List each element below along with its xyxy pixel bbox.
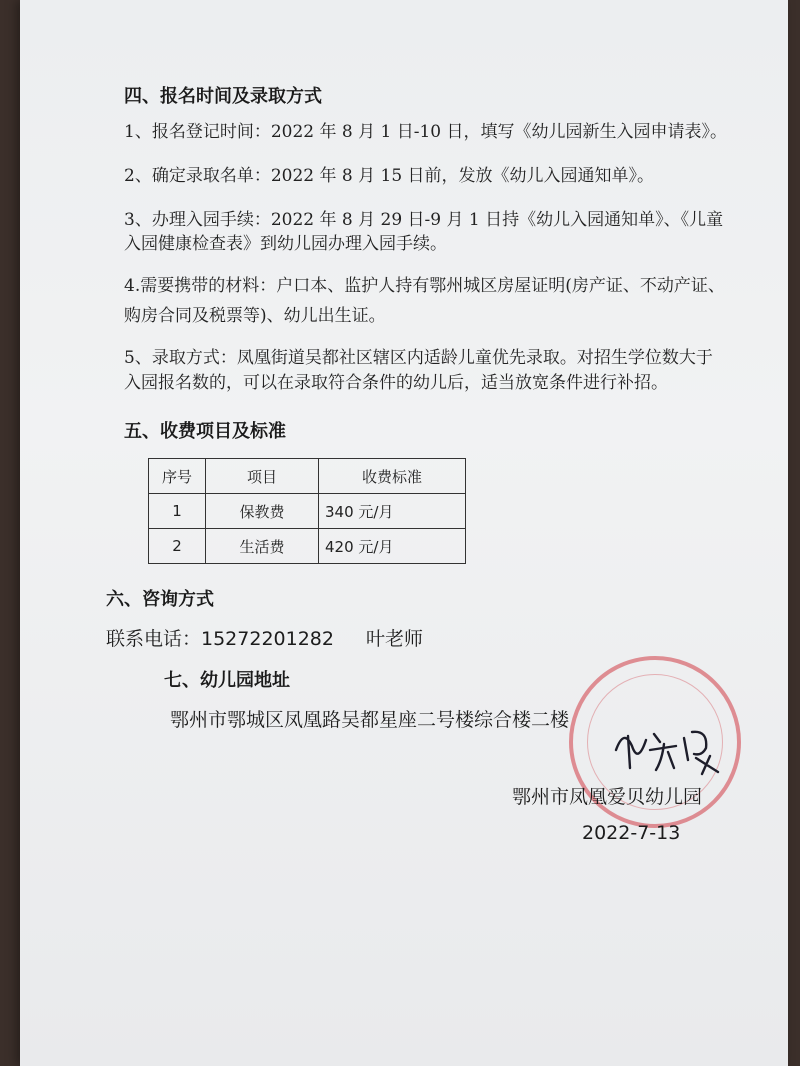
handwritten-signature (610, 720, 730, 780)
section5-heading: 五、收费项目及标准 (124, 421, 286, 442)
section4-item4-line1: 4.需要携带的材料：户口本、监护人持有鄂州城区房屋证明(房产证、不动产证、 (124, 276, 725, 296)
header-cell: 项目 (206, 459, 319, 494)
contact-phone: 联系电话：15272201282 (106, 628, 334, 650)
document-date: 2022-7-13 (582, 822, 681, 844)
section4-item3-line1: 3、办理入园手续：2022 年 8 月 29 日-9 月 1 日持《幼儿入园通知单》、《儿童 (124, 210, 724, 230)
table-row (149, 494, 466, 529)
fee-table (148, 458, 466, 564)
table-cell: 2 (149, 529, 206, 564)
table-cell: 生活费 (206, 529, 319, 564)
table-row (149, 529, 466, 564)
section4-item5-line2: 入园报名数的，可以在录取符合条件的幼儿后，适当放宽条件进行补招。 (124, 373, 668, 393)
table-cell: 1 (149, 494, 206, 529)
document-page (20, 0, 788, 1066)
kindergarten-address: 鄂州市鄂城区凤凰路吴都星座二号楼综合楼二楼 (170, 709, 570, 731)
section4-item2: 2、确定录取名单：2022 年 8 月 15 日前，发放《幼儿入园通知单》。 (124, 166, 655, 186)
section6-heading: 六、咨询方式 (106, 589, 214, 610)
table-cell: 340 元/月 (319, 494, 466, 529)
section4-heading: 四、报名时间及录取方式 (124, 86, 322, 107)
section4-item3-line2: 入园健康检查表》到幼儿园办理入园手续。 (124, 234, 447, 254)
section4-item5-line1: 5、录取方式：凤凰街道吴都社区辖区内适龄儿童优先录取。对招生学位数大于 (124, 348, 713, 368)
kindergarten-name: 鄂州市凤凰爱贝幼儿园 (512, 786, 703, 808)
table-header-row (149, 459, 466, 494)
table-cell: 420 元/月 (319, 529, 466, 564)
header-cell: 收费标准 (319, 459, 466, 494)
contact-teacher: 叶老师 (366, 628, 424, 650)
section7-heading: 七、幼儿园地址 (164, 670, 290, 691)
section4-item1: 1、报名登记时间：2022 年 8 月 1 日-10 日，填写《幼儿园新生入园申请表》。 (124, 122, 728, 142)
header-cell: 序号 (149, 459, 206, 494)
table-cell: 保教费 (206, 494, 319, 529)
section4-item4-line2: 购房合同及税票等)、幼儿出生证。 (124, 306, 386, 326)
